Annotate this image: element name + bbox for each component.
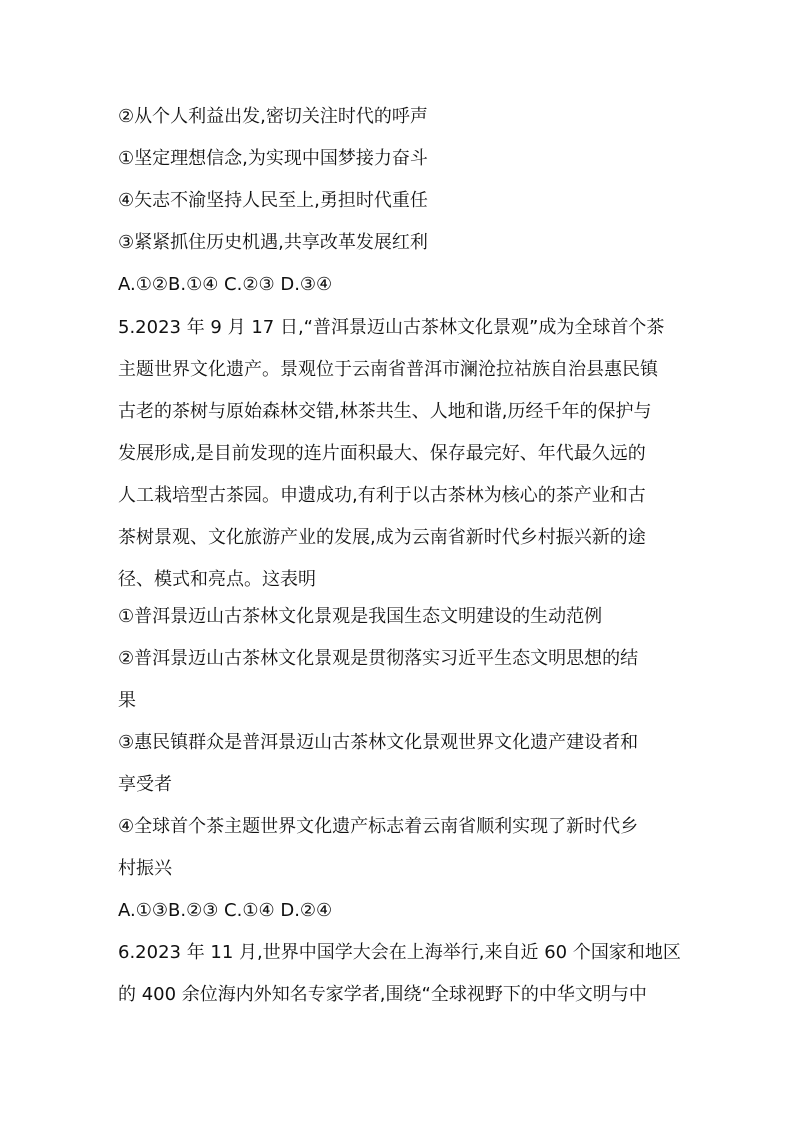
question-6-line-2: 的 400 余位海内外知名专家学者,围绕“全球视野下的中华文明与中 xyxy=(118,984,647,1005)
question-5-line-2: 主题世界文化遗产。景观位于云南省普洱市澜沧拉祜族自治县惠民镇 xyxy=(118,359,658,380)
q5-option-4-line-1: ④全球首个茶主题世界文化遗产标志着云南省顺利实现了新时代乡 xyxy=(118,816,639,837)
q5-option-1: ①普洱景迈山古茶林文化景观是我国生态文明建设的生动范例 xyxy=(118,606,603,627)
question-5-line-7: 径、模式和亮点。这表明 xyxy=(118,569,316,590)
answer-choices-q5: A.①③B.②③ C.①④ D.②④ xyxy=(118,900,333,921)
q5-option-3-line-2: 享受者 xyxy=(118,774,172,795)
q5-option-4-line-2: 村振兴 xyxy=(118,858,172,879)
q5-option-2-line-1: ②普洱景迈山古茶林文化景观是贯彻落实习近平生态文明思想的结 xyxy=(118,648,639,669)
option-1-line: ①坚定理想信念,为实现中国梦接力奋斗 xyxy=(118,148,428,169)
question-5-line-6: 茶树景观、文化旅游产业的发展,成为云南省新时代乡村振兴新的途 xyxy=(118,527,646,548)
question-5-line-5: 人工栽培型古茶园。申遗成功,有利于以古茶林为核心的茶产业和古 xyxy=(118,485,646,506)
option-2-line: ②从个人利益出发,密切关注时代的呼声 xyxy=(118,106,428,127)
question-5-line-1: 5.2023 年 9 月 17 日,“普洱景迈山古茶林文化景观”成为全球首个茶 xyxy=(118,317,665,338)
answer-choices-q4: A.①②B.①④ C.②③ D.③④ xyxy=(118,274,333,295)
q5-option-3-line-1: ③惠民镇群众是普洱景迈山古茶林文化景观世界文化遗产建设者和 xyxy=(118,732,639,753)
question-6-line-1: 6.2023 年 11 月,世界中国学大会在上海举行,来自近 60 个国家和地区 xyxy=(118,942,681,963)
q5-option-2-line-2: 果 xyxy=(118,690,136,711)
question-5-line-3: 古老的茶树与原始森林交错,林茶共生、人地和谐,历经千年的保护与 xyxy=(118,401,652,422)
option-4-line: ④矢志不渝坚持人民至上,勇担时代重任 xyxy=(118,190,428,211)
question-5-line-4: 发展形成,是目前发现的连片面积最大、保存最完好、年代最久远的 xyxy=(118,443,646,464)
option-3-line: ③紧紧抓住历史机遇,共享改革发展红利 xyxy=(118,232,428,253)
